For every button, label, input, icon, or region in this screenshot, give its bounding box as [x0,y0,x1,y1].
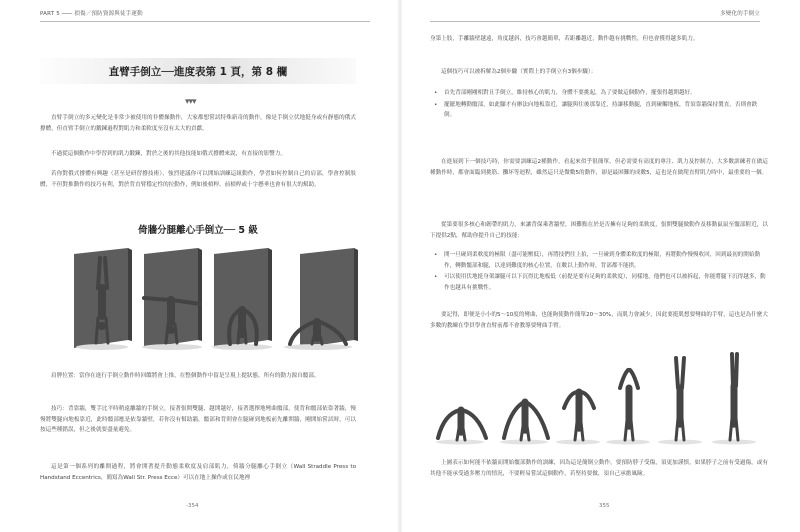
right-paragraph-2: 這個技巧可以被拆解為2個步驟（實際上的手倒立有3個步驟）： [441,69,597,75]
list-item: • 擺擺地轉動髖部，如此腳才有辦法向地板靠近，讓腿與往後那靠近，持讓移動腿，直到碰觸地板，背須靠牆保持製直，否則會跌倒。 [444,100,768,121]
ornament-icon: ▾▾▾ [185,97,196,107]
left-paragraph-3: 若你對俄式撐體有興趣（甚至是研習撐技術），強烈建議你可以開始訓練這組動作，學習如何控制自己的肩部，學會控制肢體，不但對推動作的技巧有利，對於背直臂穩定性的拉動作，例如後槓桿、前槓桿或十字懸垂也會有很大的幫助。 [40,171,356,188]
left-running-header: PART 5 ─── 損傷／預防資源與徒手運動 [40,11,143,17]
sequence-step-1 [436,410,486,445]
right-running-header: 多變化的手倒立 [720,11,760,17]
list-item: • 開一旦碰到柔軟度的極限（盡可能壓低），再將技們往上拍，一旦碰到身體柔軟度的極限，再將動作慢慢收回，回到最初的開始動作，轉動髖部和腿，以達到難度的核心位置，在數以上動作時，背部都不能拱。 [444,250,768,271]
left-paragraph-6: 這是第一個系列的離開過程，將會開著提升動態柔軟度及肩部肌力，倚牆分腿離心手倒立（Wall Straddle Press to Handstand Eccentrics，簡寫為Wall Str. Press Ecce）可以在地上操作或在民地裡 [40,464,356,481]
list-item: • 首先背部剛剛相對且手倒立，維持核心的肌力，身體不要挑起，為了要做這個動作，擺張得越開越好。 [444,88,768,99]
left-paragraph-5: 技巧：背靠牆，雙手比平時稍遠離牆的手倒立，接著張開雙腿，越開越好，接著選擇地彎曲髖部，使背和髖部依靠著牆，慢慢將雙腿向地板靠近，此時髖部應是依靠牆壁，若你沒有幫助牆，髖部和背則會在腿碰到地板前先離開牆，剛開始嘗試時，可以按這些種錯誤，但之後就要盡量避免。 [40,406,356,433]
left-page-number: -354 [186,503,199,509]
section-banner-title: 直臂手倒立──進度表第 1 頁，第 8 欄 [108,65,288,78]
left-paragraph-2: 不過從這個動作中學習到的肌力鍛鍊，對於之後的其他技能如俄式撐體來說，有直接的影響力。 [51,151,286,157]
sequence-step-4 [606,370,650,445]
right-paragraph-4: 從第要很多核心和韌帶的肌力，來讓背保乘著牆壁，困難點在於是否擁有足夠的柔軟度，張開雙腿做動作及移動鼠鼠至髖部附近，以下提供2點，幫助你提升自己的技能： [430,222,768,239]
exercise-subheading: 倚牆分腿離心手倒立── 5 級 [138,225,258,236]
right-paragraph-6: 上圖表示如何能不依牆而開始髖部動作的訓練，因為這是簡倒立動作，要預防脖子受傷，須更加謹慎，如果脖子之前有受過傷，或有其他不能承受過多壓力的情況，不要輕易嘗試這個動作，若堅持要做，須自己承擔風險。 [430,460,768,477]
flexibility-tips-list [430,250,768,294]
freestanding-press-sequence-figure [430,348,768,448]
sequence-step-5 [658,358,702,445]
right-paragraph-1: 身第上肢，手離牆壁越遠，角度越斜，技巧會越簡單，若距離越近，動作越有挑戰性，但也會獲得越多肌力。 [430,36,699,42]
section-banner [40,58,356,84]
sequence-step-2 [142,248,202,350]
technique-step-list [430,88,768,122]
sequence-step-1 [74,248,132,350]
sequence-step-6 [712,354,756,445]
wall-straddle-sequence-figure [58,244,364,356]
sequence-step-4 [284,248,358,350]
sequence-step-3 [556,392,600,445]
right-paragraph-5: 要記得，即便是小小的5～10度的彎曲，也能夠使動作簡單20～30%，而肌力會減少，因此要挺肌想要彎曲的手臂，這也是為什麼大多數的教練在學員學會直臂前都不會教導要彎曲手臂。 [430,312,768,329]
list-item: • 可以使用伏地挺身架讓腿可以下沉得比地板低（前提是要有足夠的柔軟度），同樣地，他們也可以被拆起，你能將腿下沉得越多，動作也越具有挑戰性。 [444,272,768,293]
right-header-rule [430,21,760,22]
left-paragraph-4: 肩胛位置：當你在進行手倒立動作時回饋將會上推，在整個動作中留是呈現上提狀態，所有的動力源自髖部。 [51,373,320,379]
right-page-number: 355 [599,503,610,509]
right-paragraph-3: 在進展到下一個技巧時，你需要訓練這2種動作，看起來似乎很簡單，但必需要有高度的專注、肌力及控制力，大多數訓練者在做這種動作時，都會面臨到挑筋、攤坏等迴程，雖然這只是微數5的動作，卻是最困難的成數5，這也是在做爬直臂肌力時中，最重要的一個。 [430,159,768,176]
left-paragraph-1: 直臂手倒立的多元變化是非常少被使用的非體操動作，大家都想嘗試特殊新奇的動作，像是手倒立伏地挺身或有靜態的俄式撐體，但直臂手倒立的鍛鍊過程對肌力和柔軟度至沒有太大的貢獻。 [40,115,356,132]
sequence-step-3 [212,248,272,350]
left-header-rule [40,21,370,22]
sequence-step-2 [500,402,548,445]
